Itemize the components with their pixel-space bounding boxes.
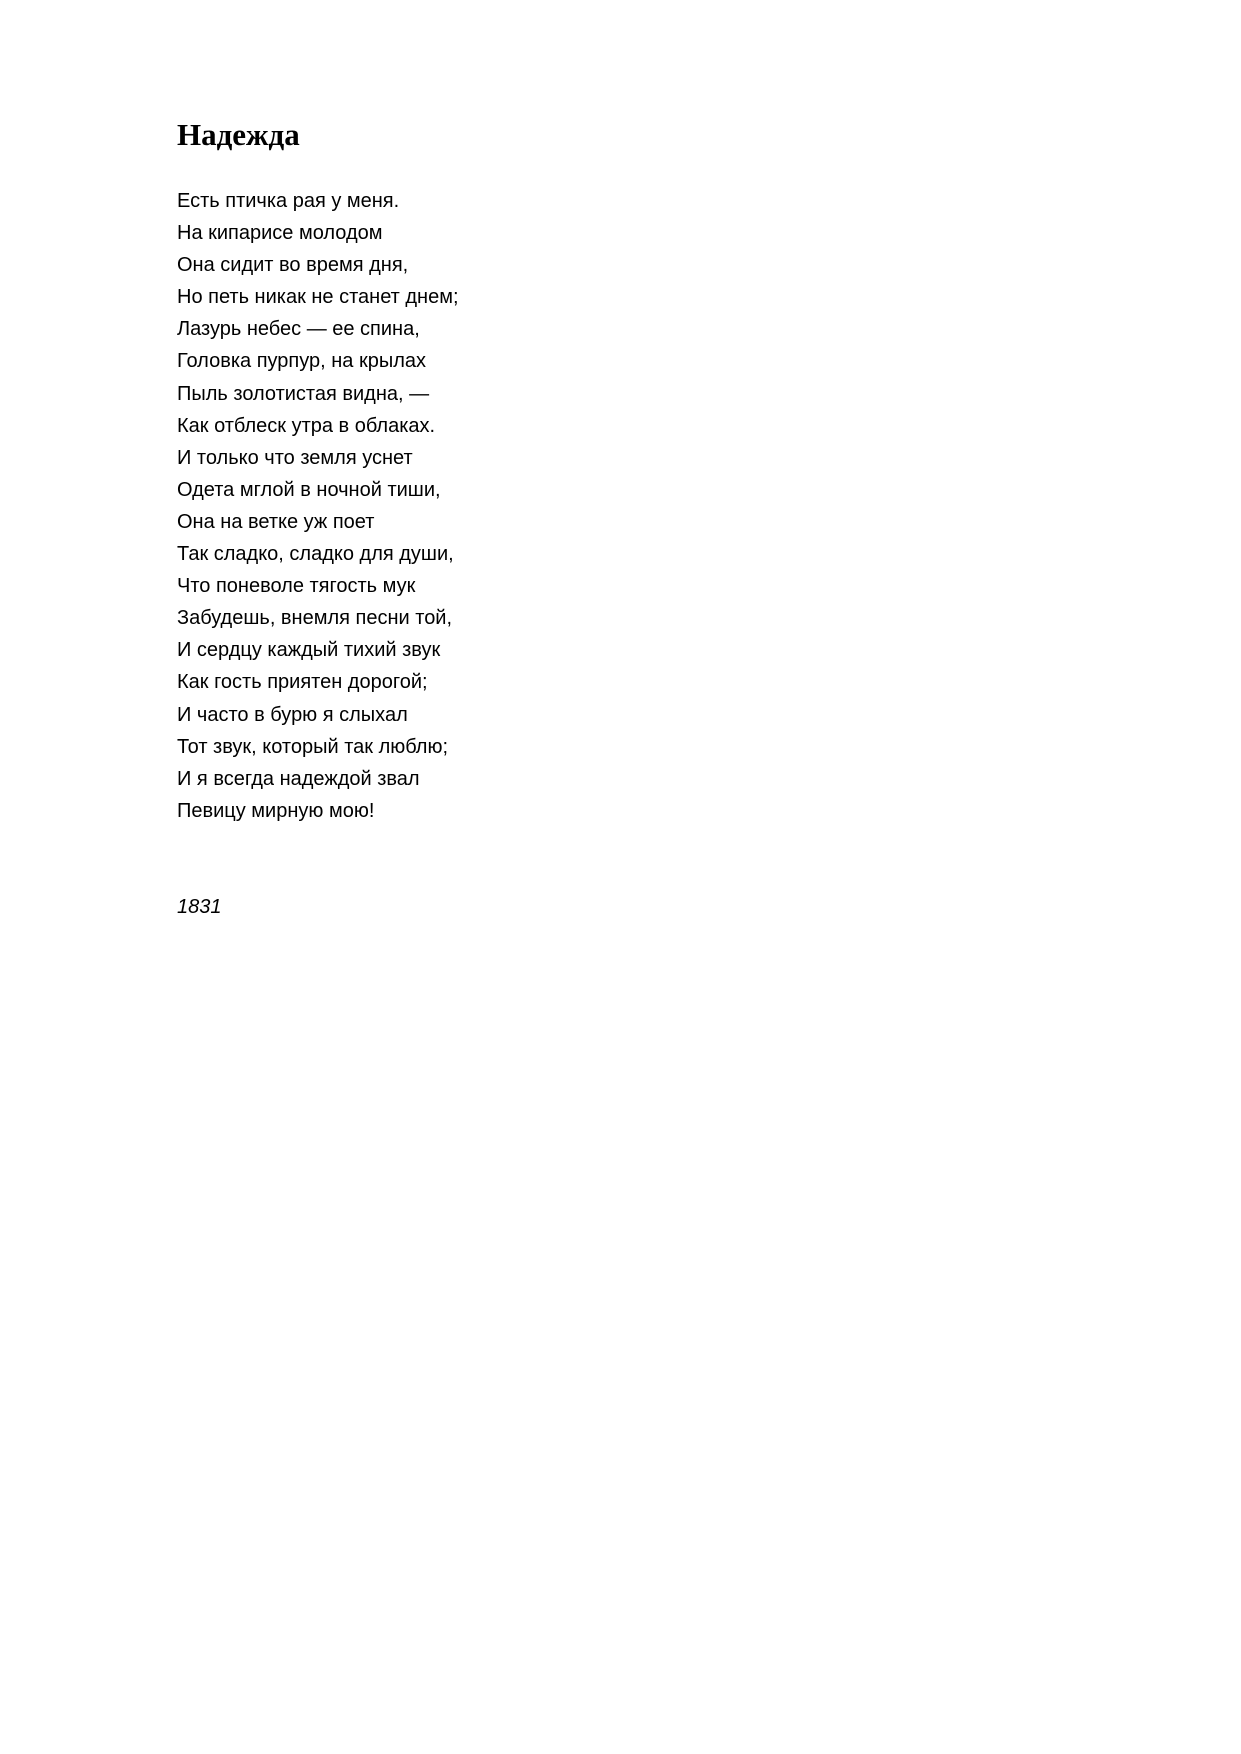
poem-line: Так сладко, сладко для души, (177, 543, 454, 566)
poem-body (177, 185, 459, 827)
poem-line: Певицу мирную мою! (177, 799, 375, 822)
poem-line: И только что земля уснет (177, 446, 413, 469)
poem-line: Она сидит во время дня, (177, 254, 409, 277)
poem-title: Надежда (177, 117, 300, 152)
poem-line: Но петь никак не станет днем; (177, 286, 459, 309)
poem-line: И часто в бурю я слыхал (177, 703, 408, 726)
poem-line: Лазурь небес — ее спина, (177, 318, 420, 341)
poem-line: Одета мглой в ночной тиши, (177, 478, 441, 501)
poem-line: Что поневоле тягость мук (177, 575, 416, 598)
poem-line: На кипарисе молодом (177, 222, 383, 245)
poem-line: Забудешь, внемля песни той, (177, 607, 453, 630)
poem-line: Как гость приятен дорогой; (177, 671, 428, 694)
poem-line: Есть птичка рая у меня. (177, 190, 400, 212)
poem-line: Тот звук, который так люблю; (177, 735, 449, 758)
poem-line: Пыль золотистая видна, — (177, 382, 430, 405)
poem-line: Головка пурпур, на крылах (177, 350, 427, 373)
poem-line: И сердцу каждый тихий звук (177, 639, 441, 662)
poem-line: И я всегда надеждой звал (177, 767, 420, 790)
poem-year: 1831 (177, 896, 222, 918)
poem-line: Как отблеск утра в облаках. (177, 414, 436, 437)
poem-line: Она на ветке уж поет (177, 510, 375, 533)
